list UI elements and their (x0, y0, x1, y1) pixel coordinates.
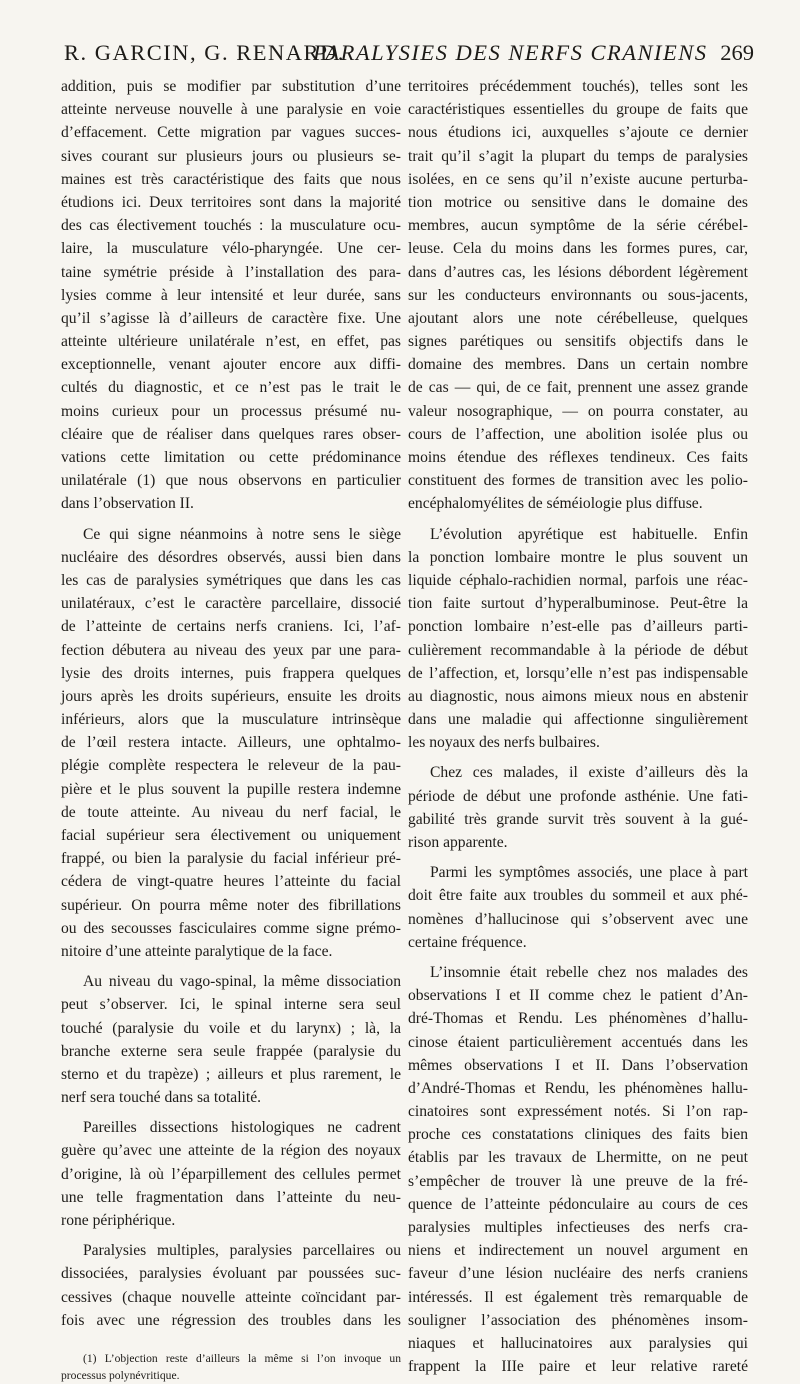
text-line: moins étendue des réflexes tendineux. Ces faits (408, 449, 748, 466)
text-line: unilatéraux, c’est le caractère parcellaire, dissocié (61, 595, 401, 613)
text-line: atteinte nerveuse nouvelle à une paralysie en voie (61, 101, 401, 119)
text-line: Parmi les symptômes associés, une place à part (430, 864, 748, 882)
text-line: intéressés. Il est également très remarquable de (408, 1288, 748, 1306)
text-line: souligner l’association des phénomènes insom- (408, 1311, 748, 1329)
text-line: atteinte ultérieure unilatérale n’est, en effet, pas (61, 333, 401, 351)
text-line: dans d’autres cas, les lésions débordent légèrement (408, 263, 748, 281)
text-line: encéphalomyélites de séméiologie plus diffuse. (408, 495, 703, 513)
text-line: isolées, en ce sens qu’il n’existe aucune perturba- (408, 170, 748, 188)
text-line: de l’affection, et, lorsqu’elle n’est pas indispensable (408, 664, 748, 682)
left-column (61, 75, 401, 1384)
text-line: Au niveau du vago-spinal, la même dissociation (83, 973, 401, 991)
text-line: cinatoires sont expressément notés. Si l’on rap- (408, 1103, 748, 1121)
text-line: doit être faite aux troubles du sommeil et aux phé- (408, 887, 748, 905)
text-line: d’origine, là où l’éparpillement des cellules permet (61, 1165, 401, 1183)
text-line: frappent la IIIe paire et leur relative rareté (408, 1358, 748, 1376)
text-line: moins curieux pour un processus présumé nu- (61, 402, 401, 420)
text-line: rone périphérique. (61, 1212, 176, 1229)
text-line: nomènes d’hallucinose qui s’observent avec une (408, 910, 748, 928)
text-line: taine symétrie préside à l’installation des para- (61, 263, 401, 281)
footnote-line: (1) L’objection reste d’ailleurs la même si l’on invoque un (83, 1351, 401, 1365)
text-line: certaine fréquence. (408, 933, 527, 951)
text-line: sives courant sur plusieurs jours ou plusieurs se- (61, 147, 401, 165)
text-line: période de début une profonde asthénie. Une fati- (408, 787, 748, 805)
text-line: qu’il s’agisse là d’ailleurs de caractère fixe. Une (61, 309, 401, 327)
text-line: leuse. Cela du moins dans les formes pures, car, (408, 240, 748, 258)
text-line: territoires précédemment touchés), telles sont les (408, 78, 748, 95)
text-line: trait qu’il s’agit la plupart du temps de paralysies (408, 147, 748, 165)
text-line: branche externe sera seule frappée (paralysie du (61, 1042, 401, 1060)
text-line: cinose étaient particulièrement accentués dans les (408, 1033, 748, 1051)
text-line: dans une maladie qui affectionne singulièrement (408, 711, 748, 729)
text-line: cultés du diagnostic, et ce n’est pas le trait le (61, 379, 401, 397)
text-line: les cas de paralysies symétriques que dans les cas (61, 571, 401, 589)
text-line: cours de l’affection, une abolition isolée plus ou (408, 425, 748, 443)
text-line: plégie complète respectera le releveur de la pau- (61, 757, 401, 775)
text-line: nerf sera touché dans sa totalité. (61, 1089, 262, 1107)
text-line: nucléaire des désordres observés, aussi bien dans (61, 548, 401, 566)
text-line: quence de l’atteinte pédonculaire au cours de ces (408, 1195, 748, 1213)
text-line: sur les conducteurs environnants ou sous-jacents, (408, 286, 748, 304)
text-line: rison apparente. (408, 834, 508, 851)
text-line: signes parétiques ou sensitifs objectifs dans le (408, 333, 748, 351)
text-line: fection débutera au niveau des yeux par une para- (61, 641, 401, 659)
text-line: facial supérieur sera électivement ou uniquement (61, 827, 401, 844)
header-authors: R. GARCIN, G. RENARD. (64, 40, 345, 65)
text-line: caractéristiques essentielles du groupe de faits que (408, 101, 748, 119)
text-line: peut s’observer. Ici, le spinal interne sera seul (61, 996, 401, 1014)
text-line: exceptionnelle, venant ajouter encore aux diffi- (61, 356, 401, 374)
text-line: niens et indirectement un nouvel argument en (408, 1242, 748, 1260)
text-line: Paralysies multiples, paralysies parcellaires ou (83, 1242, 401, 1260)
text-line: maines est très caractéristique des faits que nous (61, 170, 401, 188)
text-line: ajoutant alors une note cérébelleuse, quelques (408, 309, 748, 327)
text-line: proche ces constatations cliniques des faits bien (408, 1126, 748, 1144)
text-line: de toute atteinte. Au niveau du nerf facial, le (61, 803, 401, 821)
text-line: mêmes observations I et II. Dans l’observation (408, 1056, 748, 1074)
text-line: tion motrice ou sensitive dans le domaine des (408, 193, 748, 211)
text-line: domaine des membres. Dans un certain nombre (408, 356, 748, 374)
text-line: culièrement recommandable à la période de début (408, 641, 748, 659)
text-line: gabilité très grande survit très souvent à la gué- (408, 810, 748, 828)
text-line: des cas électivement touchés : la musculature ocu- (61, 217, 401, 235)
text-line: lysies comme à leur intensité et leur durée, sans (61, 286, 401, 304)
text-line: nous étudions ici, auxquelles s’ajoute ce dernier (408, 124, 748, 142)
text-line: cédera de vingt-quatre heures l’atteinte du facial (61, 873, 401, 891)
text-line: de l’œil restera intacte. Ailleurs, une ophtalmo- (61, 734, 401, 752)
text-line: une telle fragmentation dans l’atteinte du neu- (61, 1188, 401, 1206)
text-line: au diagnostic, nous aimons mieux nous en abstenir (408, 687, 748, 705)
text-line: dissociées, paralysies évoluant par poussées suc- (61, 1265, 401, 1283)
text-line: supérieur. On pourra même noter des fibrillations (61, 896, 401, 914)
text-line: L’insomnie était rebelle chez nos malades des (430, 963, 748, 981)
text-line: sterno et du trapèze) ; ailleurs et plus rarement, le (61, 1065, 401, 1083)
text-line: inférieurs, alors que la musculature intrinsèque (61, 711, 401, 729)
text-line: d’effacement. Cette migration par vagues succes- (61, 124, 401, 142)
text-line: faveur d’une lésion nucléaire des nerfs craniens (408, 1265, 748, 1283)
text-line: s’empêcher de trouver là une preuve de la fré- (408, 1172, 748, 1190)
text-line: cessives (chaque nouvelle atteinte coïncidant par- (61, 1288, 401, 1306)
text-line: étudions ici. Deux territoires sont dans la majorité (61, 193, 401, 211)
text-line: fois avec une régression des troubles dans les (61, 1311, 401, 1329)
text-line: d’André-Thomas et Rendu, les phénomènes hallu- (408, 1079, 748, 1097)
text-line: touché (paralysie du voile et du larynx) ; là, la (61, 1019, 401, 1037)
text-line: lysie des droits internes, puis frappera quelques (61, 664, 401, 682)
text-line: jours après les droits supérieurs, ensuite les droits (61, 687, 401, 705)
text-line: pière et le plus souvent la pupille restera indemne (61, 780, 401, 798)
text-line: frappé, ou bien la paralysie du facial inférieur pré- (61, 850, 401, 868)
text-line: Ce qui signe néanmoins à notre sens le siège (83, 525, 401, 543)
text-line: ou des secousses fasciculaires comme signe prémo- (61, 919, 401, 937)
text-line: dré-Thomas et Rendu. Les phénomènes d’hallu- (408, 1010, 748, 1028)
text-line: guère qu’avec une atteinte de la région des noyaux (61, 1142, 401, 1160)
text-line: les noyaux des nerfs bulbaires. (408, 734, 600, 752)
text-line: tion faite surtout d’hyperalbuminose. Peut-être la (408, 595, 748, 613)
text-line: observations I et II comme chez le patient d’An- (408, 987, 748, 1005)
text-line: de cas — qui, de ce fait, prennent une assez grande (408, 379, 748, 397)
text-line: la ponction lombaire montre le plus souvent un (408, 548, 748, 566)
text-line: établis par les travaux de Lhermitte, on ne peut (408, 1149, 748, 1167)
text-line: valeur nosographique, — on pourra constater, au (408, 402, 748, 420)
text-line: cléaire que de réaliser dans quelques rares obser- (61, 425, 401, 443)
text-line: Chez ces malades, il existe d’ailleurs dès la (430, 764, 748, 782)
text-line: dans l’observation II. (61, 495, 194, 513)
text-line: L’évolution apyrétique est habituelle. Enfin (430, 525, 748, 543)
running-header (64, 40, 754, 72)
text-line: addition, puis se modifier par substitution d’une (61, 78, 401, 95)
text-line: nitoire d’une atteinte paralytique de la face. (61, 942, 333, 960)
header-title: PARALYSIES DES NERFS CRANIENS (313, 40, 708, 65)
text-line: liquide céphalo-rachidien normal, parfois une réac- (408, 571, 748, 589)
text-line: ponction lombaire n’est-elle pas d’ailleurs parti- (408, 618, 748, 636)
text-line: Pareilles dissections histologiques ne cadrent (83, 1119, 401, 1137)
text-line: vations cette limitation ou cette prédominance (61, 449, 401, 466)
text-line: membres, aucun symptôme de la série cérébel- (408, 217, 748, 235)
text-line: niaques et hallucinatoires aux paralysies qui (408, 1334, 748, 1352)
page-number: 269 (720, 40, 754, 65)
footnote-line: processus polynévritique. (61, 1368, 180, 1382)
text-line: unilatérale (1) que nous observons en particulier (61, 472, 401, 490)
right-column (408, 75, 748, 1378)
text-line: de l’atteinte de certains nerfs craniens. Ici, l’af- (61, 618, 401, 636)
text-line: constituent des formes de transition avec les polio- (408, 472, 748, 490)
text-line: paralysies multiples infectieuses des nerfs cra- (408, 1219, 748, 1236)
text-line: laire, la musculature vélo-pharyngée. Une cer- (61, 240, 401, 258)
